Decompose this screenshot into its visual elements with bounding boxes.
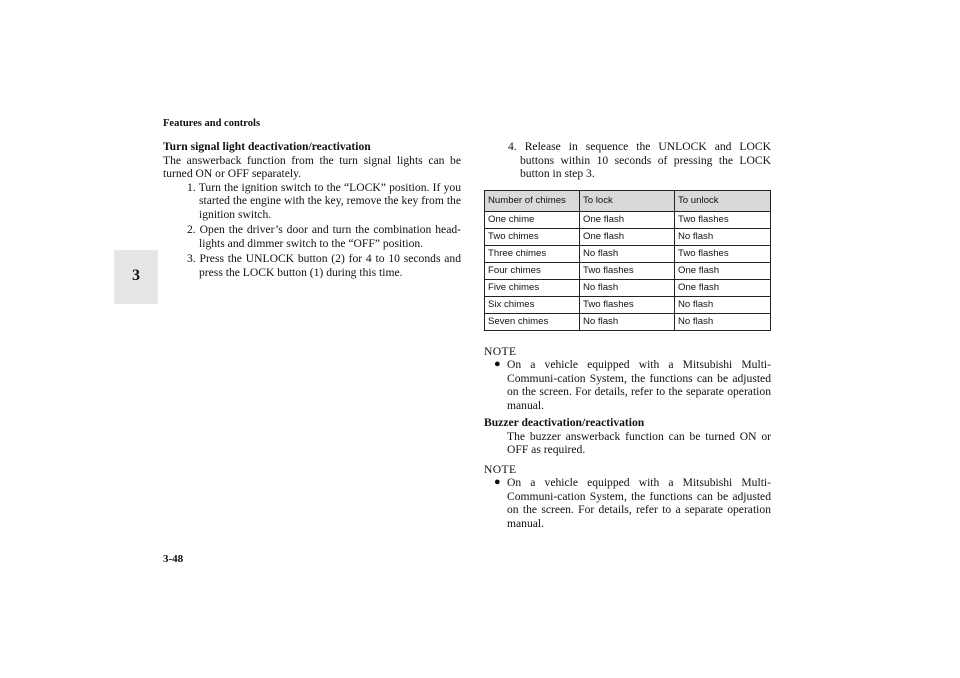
table-cell: Four chimes (485, 262, 580, 279)
table-cell: One flash (580, 211, 675, 228)
table-cell: No flash (675, 228, 771, 245)
intro-paragraph: The answerback function from the turn signal lights can be turned ON or OFF separately. (163, 153, 461, 180)
chapter-number: 3 (132, 267, 140, 284)
table-cell: Seven chimes (485, 313, 580, 330)
buzzer-paragraph: The buzzer answerback function can be turned ON or OFF as required. (507, 429, 771, 456)
table-cell: One flash (675, 279, 771, 296)
table-header-cell: To unlock (675, 190, 771, 211)
table-cell: Five chimes (485, 279, 580, 296)
table-cell: Two flashes (675, 245, 771, 262)
table-row (485, 279, 771, 296)
note-text: On a vehicle equipped with a Mitsubishi Multi-Communi-cation System, the functions can be adjusted on the screen. For details, refer to the separate operation manual. (507, 358, 771, 412)
note-label: NOTE (484, 462, 517, 476)
step-2: 2. Open the driver’s door and turn the combination head-lights and dimmer switch to the “OFF” position. (187, 223, 461, 250)
table-row (485, 228, 771, 245)
note-item (484, 358, 771, 412)
table-cell: Two flashes (580, 262, 675, 279)
bullet-icon: ● (494, 358, 501, 370)
table-cell: Six chimes (485, 296, 580, 313)
table-header-row (485, 190, 771, 211)
table-cell: One flash (580, 228, 675, 245)
table-header-cell: To lock (580, 190, 675, 211)
table-cell: No flash (675, 296, 771, 313)
note-item (484, 476, 771, 530)
page-header: Features and controls (163, 118, 261, 129)
table-cell: Two flashes (580, 296, 675, 313)
note-text: On a vehicle equipped with a Mitsubishi Multi-Communi-cation System, the functions can be adjusted on the screen. For details, refer to a separate operation manual. (507, 476, 771, 530)
table-cell: Three chimes (485, 245, 580, 262)
table-row (485, 211, 771, 228)
chimes-table (484, 190, 771, 331)
buzzer-heading: Buzzer deactivation/reactivation (484, 416, 645, 429)
table-cell: One chime (485, 211, 580, 228)
step-4: 4. Release in sequence the UNLOCK and LOCK buttons within 10 seconds of pressing the LOCK button in step 3. (508, 140, 771, 180)
table-cell: No flash (580, 313, 675, 330)
chapter-tab (114, 250, 158, 304)
step-1: 1. Turn the ignition switch to the “LOCK” position. If you started the engine with the key, remove the key from the ignition switch. (187, 180, 461, 221)
step-3: 3. Press the UNLOCK button (2) for 4 to 10 seconds and press the LOCK button (1) during this time. (187, 252, 461, 279)
table-cell: No flash (675, 313, 771, 330)
note-label: NOTE (484, 344, 517, 358)
table-row (485, 262, 771, 279)
right-column (484, 140, 771, 530)
table-cell: No flash (580, 279, 675, 296)
table-cell: Two chimes (485, 228, 580, 245)
section-heading: Turn signal light deactivation/reactivation (163, 140, 371, 153)
left-column (163, 140, 461, 281)
table-row (485, 245, 771, 262)
table-cell: One flash (675, 262, 771, 279)
table-row (485, 313, 771, 330)
table-cell: Two flashes (675, 211, 771, 228)
table-cell: No flash (580, 245, 675, 262)
page-number: 3-48 (163, 553, 184, 565)
table-row (485, 296, 771, 313)
bullet-icon: ● (494, 476, 501, 488)
table-header-cell: Number of chimes (485, 190, 580, 211)
